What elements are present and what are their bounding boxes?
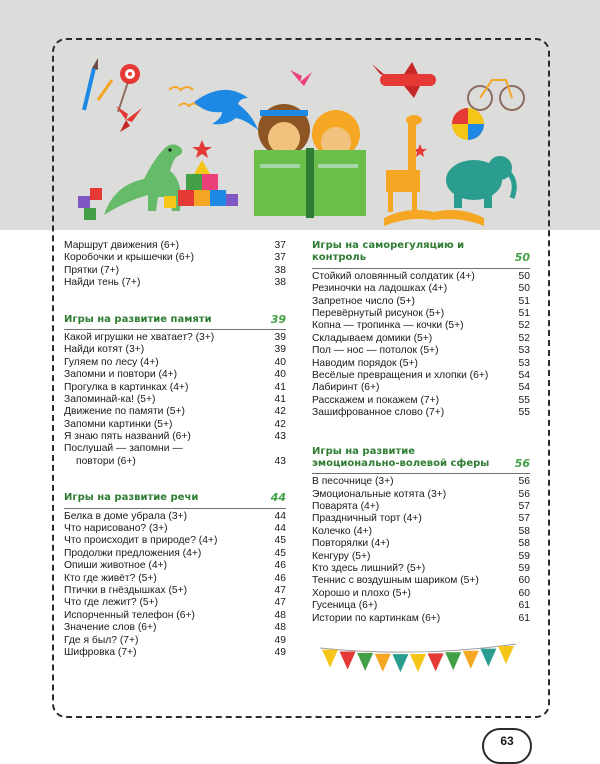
section-title: Игры на развитие речи <box>64 492 199 504</box>
toc-entry[interactable]: Что где лежит? (5+) 47 <box>64 597 286 609</box>
page-number-badge <box>482 728 532 764</box>
toc-entry[interactable]: Кто здесь лишний? (5+) 59 <box>312 563 530 575</box>
section-title-line1: Игры на развитие <box>312 445 416 457</box>
section-page: 50 <box>514 251 530 265</box>
toc-entry-continued[interactable]: повтори (6+) 43 <box>76 455 286 467</box>
toc-entry[interactable]: Копна — тропинка — кочки (5+) 52 <box>312 320 530 332</box>
section-page: 56 <box>514 456 530 470</box>
section-heading-memory[interactable] <box>64 314 286 326</box>
section-heading-emotional[interactable] <box>312 446 530 471</box>
toc-entry[interactable]: Где я был? (7+) 49 <box>64 634 286 646</box>
section-page: 39 <box>270 312 286 326</box>
toc-entry[interactable]: Истории по картинкам (6+) 61 <box>312 612 530 624</box>
toc-entry[interactable]: Что нарисовано? (3+) 44 <box>64 523 286 535</box>
toc-entry[interactable]: Испорченный телефон (6+) 48 <box>64 609 286 621</box>
toc-entry[interactable]: Какой игрушки не хватает? (3+) 39 <box>64 331 286 343</box>
bunting-flag <box>445 652 461 670</box>
section-heading-speech[interactable] <box>64 492 286 504</box>
toc-entry[interactable]: Послушай — запомни — <box>64 443 183 455</box>
toc-entry[interactable]: Стойкий оловянный солдатик (4+) 50 <box>312 270 530 282</box>
toc-entry[interactable]: Значение слов (6+) 48 <box>64 622 286 634</box>
toc-entry[interactable]: Хорошо и плохо (5+) 60 <box>312 587 530 599</box>
section-title: Игры на развитие памяти <box>64 313 212 325</box>
toc-entry[interactable]: Продолжи предложения (4+) 45 <box>64 547 286 559</box>
toc-entry[interactable]: Зашифрованное слово (7+) 55 <box>312 407 530 419</box>
toc-entry[interactable]: Шифровка (7+) 49 <box>64 646 286 658</box>
toc-entry[interactable]: Запретное число (5+) 51 <box>312 295 530 307</box>
section-page: 44 <box>270 491 286 505</box>
bunting-flag <box>340 651 356 669</box>
toc-entry[interactable]: Наводим порядок (5+) 53 <box>312 357 530 369</box>
toc-entry[interactable]: Запоминай-ка! (5+) 41 <box>64 393 286 405</box>
toc-entry[interactable]: Я знаю пять названий (6+) 43 <box>64 431 286 443</box>
toc-entry[interactable]: Колечко (4+) 58 <box>312 525 530 537</box>
toc-entry[interactable]: Движение по памяти (5+) 42 <box>64 406 286 418</box>
section-divider <box>64 329 286 330</box>
bunting-flag <box>375 654 391 672</box>
section-divider <box>312 473 530 474</box>
bunting-flag <box>428 653 444 671</box>
toc-entry[interactable]: Запомни картинки (5+) 42 <box>64 418 286 430</box>
bunting-flag <box>463 651 479 669</box>
bunting-flag <box>357 653 373 671</box>
toc-entry[interactable]: Маршрут движения (6+) 37 <box>64 240 286 251</box>
bunting-flag <box>498 646 514 664</box>
toc-entry[interactable]: Птички в гнёздышках (5+) 47 <box>64 585 286 597</box>
toc-entry[interactable]: Повторялки (4+) 58 <box>312 538 530 550</box>
toc-entry[interactable]: Найди тень (7+) 38 <box>64 277 286 289</box>
section-title-line2: эмоционально-волевой сферы <box>312 457 490 469</box>
toc-right-column <box>312 240 530 625</box>
toc-entry[interactable]: Расскажем и покажем (7+) 55 <box>312 394 530 406</box>
toc-entry[interactable]: Прятки (7+) 38 <box>64 264 286 276</box>
toc-entry[interactable]: Весёлые превращения и хлопки (6+) 54 <box>312 369 530 381</box>
bunting-flag <box>480 649 496 667</box>
toc-entry[interactable]: Запомни и повтори (4+) 40 <box>64 369 286 381</box>
section-divider <box>312 268 530 269</box>
section-heading-selfreg[interactable] <box>312 240 530 265</box>
toc-entry[interactable]: Праздничный торт (4+) 57 <box>312 513 530 525</box>
bunting-flag <box>322 650 338 668</box>
toc-entry[interactable]: Найди котят (3+) 39 <box>64 344 286 356</box>
section-divider <box>64 508 286 509</box>
toc-entry[interactable]: Опиши животное (4+) 46 <box>64 560 286 572</box>
toc-entry[interactable]: Лабиринт (6+) 54 <box>312 382 530 394</box>
bunting-flag <box>410 654 426 672</box>
bunting-flags-icon <box>318 640 518 680</box>
page-number: 63 <box>500 734 514 748</box>
toc-entry[interactable]: Кенгуру (5+) 59 <box>312 550 530 562</box>
toc-entry[interactable]: Прогулка в картинках (4+) 41 <box>64 381 286 393</box>
toc-entry[interactable]: Белка в доме убрала (3+) 44 <box>64 510 286 522</box>
toc-entry[interactable]: Пол — нос — потолок (5+) 53 <box>312 345 530 357</box>
toc-entry[interactable]: Перевёрнутый рисунок (5+) 51 <box>312 307 530 319</box>
bunting-flag <box>392 654 408 672</box>
toc-entry[interactable]: Что происходит в природе? (4+) 45 <box>64 535 286 547</box>
section-title: Игры на саморегуляцию и контроль <box>312 240 465 264</box>
toc-left-column <box>64 240 286 659</box>
toc-entry[interactable]: Складываем домики (5+) 52 <box>312 332 530 344</box>
toc-entry[interactable]: Коробочки и крышечки (6+) 37 <box>64 252 286 264</box>
toc-entry[interactable]: Теннис с воздушным шариком (5+) 60 <box>312 575 530 587</box>
toc-entry[interactable]: Гуляем по лесу (4+) 40 <box>64 356 286 368</box>
toc-entry[interactable]: Эмоциональные котята (3+) 56 <box>312 488 530 500</box>
toc-entry[interactable]: Гусеница (6+) 61 <box>312 600 530 612</box>
toc-entry[interactable]: Поварята (4+) 57 <box>312 501 530 513</box>
toc-entry[interactable]: Резиночки на ладошках (4+) 50 <box>312 283 530 295</box>
toc-entry[interactable]: В песочнице (3+) 56 <box>312 476 530 488</box>
toc-entry[interactable]: Кто где живёт? (5+) 46 <box>64 572 286 584</box>
